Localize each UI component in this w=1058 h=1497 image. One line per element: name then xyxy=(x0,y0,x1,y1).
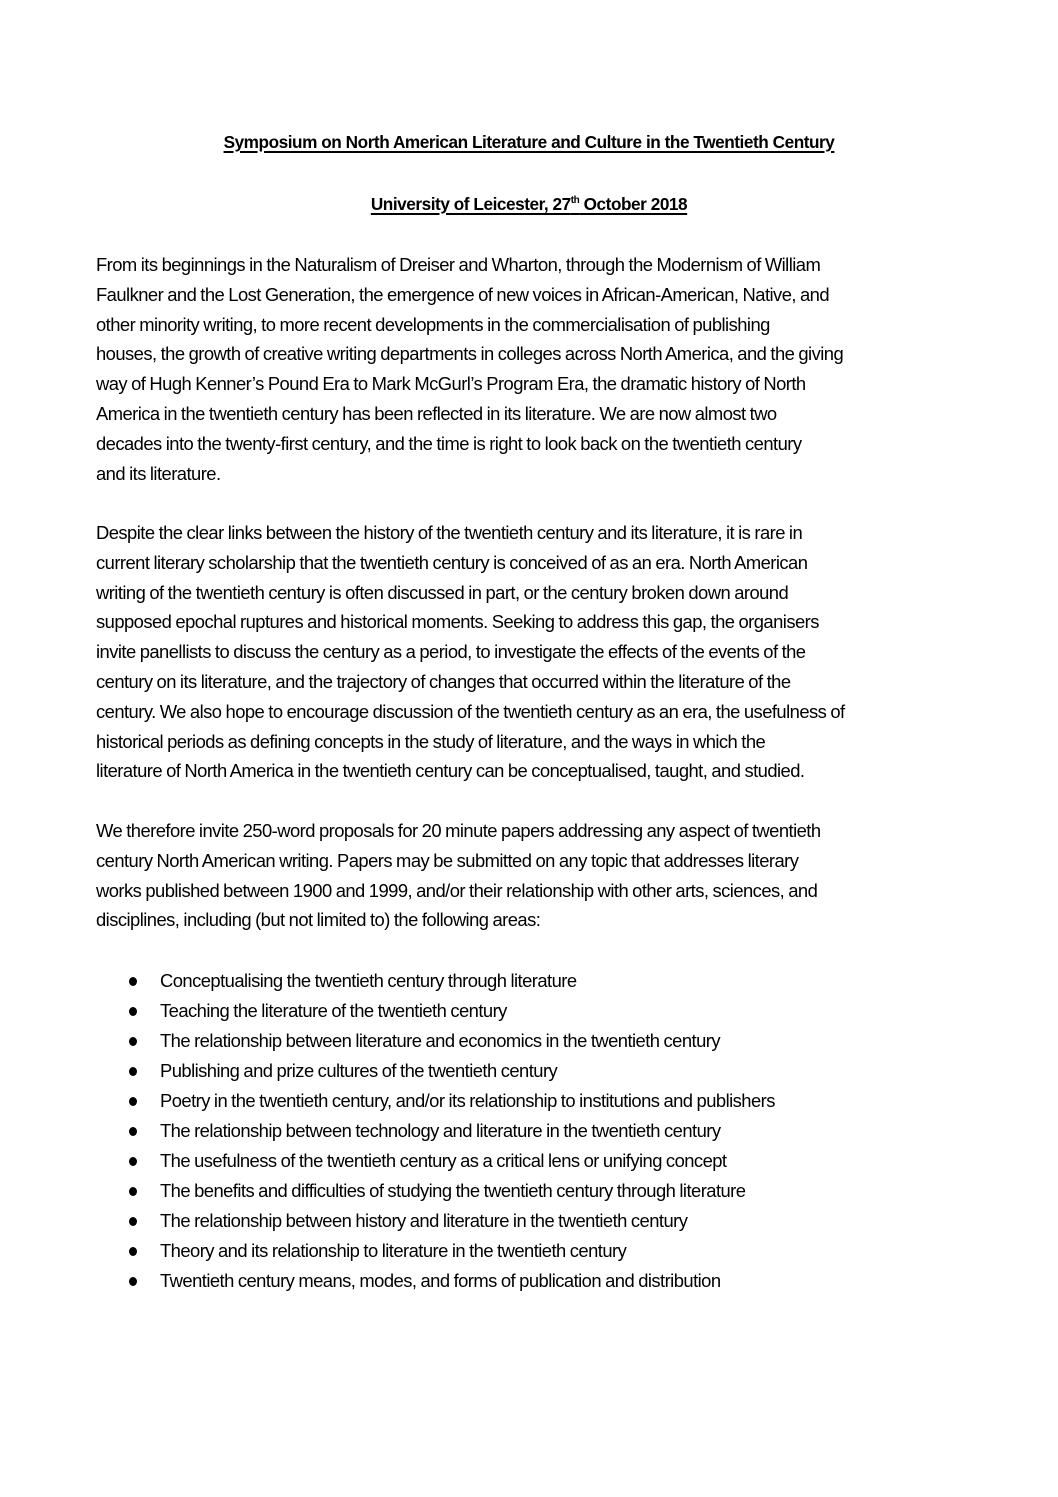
topic-list-item xyxy=(0,1056,1058,1086)
paragraph-line: century on its literature, and the trajectory of changes that occurred within the literature of the xyxy=(96,670,791,692)
paragraph-line: Despite the clear links between the history of the twentieth century and its literature, it is rare in xyxy=(96,522,803,543)
subtitle-ordinal-suffix: th xyxy=(570,195,580,206)
rationale-paragraph xyxy=(96,518,996,786)
paragraph-line: and its literature. xyxy=(96,462,221,484)
paragraph-line: decades into the twenty-first century, and the time is right to look back on the twentieth century xyxy=(96,432,802,454)
topic-list xyxy=(0,966,1058,1296)
paragraph-line: century North American writing. Papers may be submitted on any topic that addresses literary xyxy=(96,849,799,871)
topic-text: Publishing and prize cultures of the twentieth century xyxy=(160,1060,558,1081)
paragraph-line: invite panellists to discuss the century as a period, to investigate the effects of the events of the xyxy=(96,641,806,663)
subtitle-month-year: October 2018 xyxy=(579,194,688,214)
topic-list-item xyxy=(0,1116,1058,1146)
topic-list-item xyxy=(0,1176,1058,1206)
intro-paragraph xyxy=(96,250,996,488)
paragraph-line: Faulkner and the Lost Generation, the emergence of new voices in African-American, Native, and xyxy=(96,283,830,305)
bullet-icon xyxy=(129,1067,137,1076)
bullet-icon xyxy=(129,1007,137,1016)
topic-text: Theory and its relationship to literature in the twentieth century xyxy=(160,1240,627,1261)
topic-list-item xyxy=(0,1266,1058,1296)
topic-text: Conceptualising the twentieth century through literature xyxy=(160,970,577,991)
topic-list-item xyxy=(0,1146,1058,1176)
bullet-icon xyxy=(129,1157,137,1166)
paragraph-line: way of Hugh Kenner’s Pound Era to Mark McGurl’s Program Era, the dramatic history of North xyxy=(96,373,806,395)
paragraph-line: From its beginnings in the Naturalism of Dreiser and Wharton, through the Modernism of William xyxy=(96,254,821,275)
topic-text: The relationship between history and literature in the twentieth century xyxy=(160,1210,688,1231)
topic-text: The relationship between literature and economics in the twentieth century xyxy=(160,1030,720,1051)
paragraph-line: supposed epochal ruptures and historical moments. Seeking to address this gap, the organisers xyxy=(96,611,819,633)
paragraph-line: literature of North America in the twentieth century can be conceptualised, taught, and studied. xyxy=(96,760,805,782)
paragraph-line: writing of the twentieth century is often discussed in part, or the century broken down around xyxy=(96,581,789,603)
bullet-icon xyxy=(129,1187,137,1196)
paragraph-line: We therefore invite 250-word proposals for 20 minute papers addressing any aspect of twentieth xyxy=(96,820,821,841)
topic-text: Poetry in the twentieth century, and/or its relationship to institutions and publishers xyxy=(160,1090,775,1111)
bullet-icon xyxy=(129,1097,137,1106)
topic-list-item xyxy=(0,966,1058,996)
bullet-icon xyxy=(129,1127,137,1136)
bullet-icon xyxy=(129,1247,137,1256)
topic-text: The relationship between technology and literature in the twentieth century xyxy=(160,1120,721,1141)
bullet-icon xyxy=(129,1037,137,1046)
paragraph-line: historical periods as defining concepts in the study of literature, and the ways in which the xyxy=(96,730,766,752)
topic-list-item xyxy=(0,1026,1058,1056)
topic-list-item xyxy=(0,1236,1058,1266)
topic-text: The benefits and difficulties of studying the twentieth century through literature xyxy=(160,1180,746,1201)
paragraph-line: houses, the growth of creative writing departments in colleges across North America, and the giving xyxy=(96,343,844,365)
subtitle-venue-date: University of Leicester, 27 xyxy=(370,194,571,214)
topic-list-item xyxy=(0,1086,1058,1116)
topic-list-item xyxy=(0,996,1058,1026)
topic-text: The usefulness of the twentieth century as a critical lens or unifying concept xyxy=(160,1150,727,1171)
topic-list-item xyxy=(0,1206,1058,1236)
paragraph-line: disciplines, including (but not limited to) the following areas: xyxy=(96,909,541,931)
document-subtitle xyxy=(0,193,1058,215)
bullet-icon xyxy=(129,1217,137,1226)
paragraph-line: America in the twentieth century has been reflected in its literature. We are now almost two xyxy=(96,402,777,424)
bullet-icon xyxy=(129,977,137,986)
call-for-papers-paragraph xyxy=(96,816,996,935)
paragraph-line: century. We also hope to encourage discussion of the twentieth century as an era, the usefulness of xyxy=(96,700,845,722)
paragraph-line: other minority writing, to more recent developments in the commercialisation of publishing xyxy=(96,313,770,335)
topic-text: Teaching the literature of the twentieth century xyxy=(160,1000,507,1021)
paragraph-line: current literary scholarship that the twentieth century is conceived of as an era. North American xyxy=(96,551,808,573)
paragraph-line: works published between 1900 and 1999, and/or their relationship with other arts, sciences, and xyxy=(96,879,818,901)
topic-text: Twentieth century means, modes, and forms of publication and distribution xyxy=(160,1270,721,1291)
bullet-icon xyxy=(129,1277,137,1286)
document-title: Symposium on North American Literature and Culture in the Twentieth Century xyxy=(223,132,835,152)
